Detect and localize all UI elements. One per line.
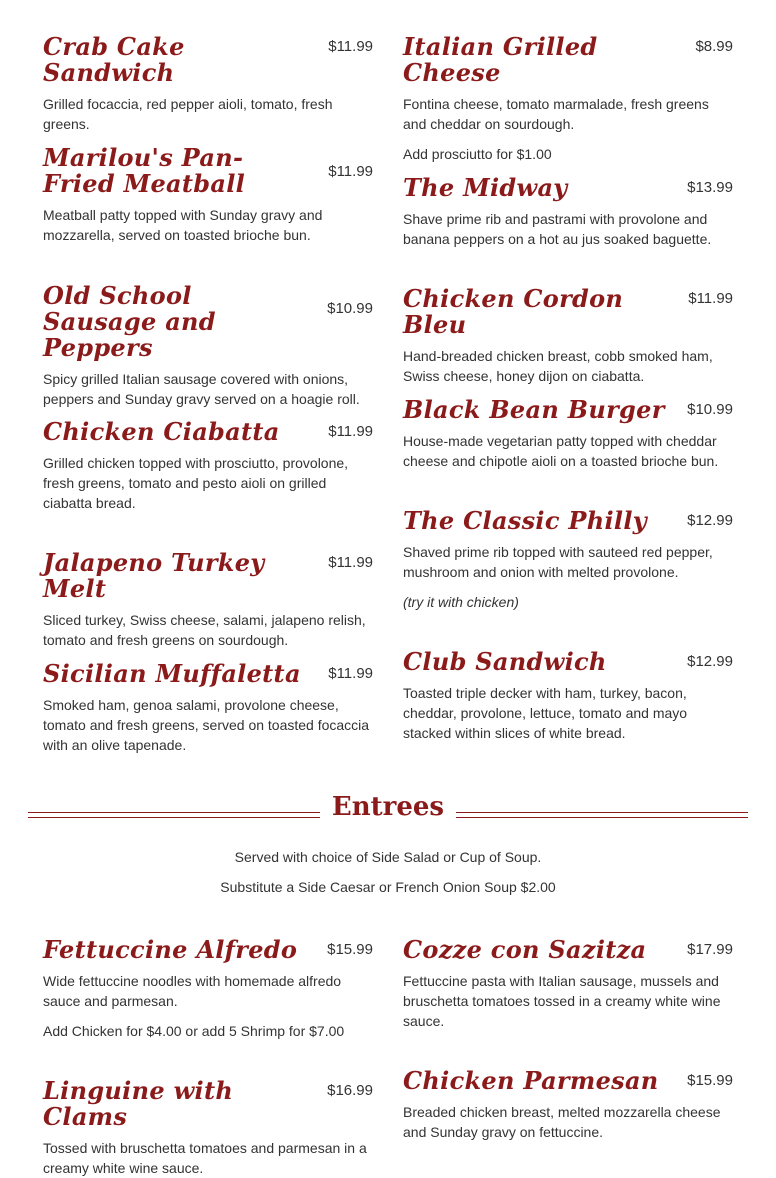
entrees-substitute-note: Substitute a Side Caesar or French Onion Soup $2.00	[220, 879, 556, 895]
item-name: The Classic Philly	[403, 506, 648, 535]
menu-item	[43, 419, 373, 513]
item-price: $11.99	[328, 554, 373, 571]
item-price: $11.99	[328, 665, 373, 682]
menu-item	[43, 283, 373, 409]
item-price: $8.99	[695, 38, 733, 55]
item-description: Toasted triple decker with ham, turkey, bacon, cheddar, provolone, lettuce, tomato and mayo stacked within slices of white bread.	[403, 685, 688, 741]
menu-item	[43, 1078, 373, 1178]
item-price: $12.99	[687, 512, 733, 529]
item-description: House-made vegetarian patty topped with cheddar cheese and chipotle aioli on a toasted brioche bun.	[403, 433, 719, 469]
item-description: Fontina cheese, tomato marmalade, fresh greens and cheddar on sourdough.	[403, 96, 709, 132]
item-name: Italian Grilled Cheese	[403, 32, 598, 87]
item-description: Sliced turkey, Swiss cheese, salami, jalapeno relish, tomato and fresh greens on sourdough.	[43, 612, 366, 648]
section-title: Entrees	[331, 792, 445, 822]
item-price: $11.99	[328, 423, 373, 440]
divider-line-right	[456, 812, 748, 818]
item-description: Spicy grilled Italian sausage covered with onions, peppers and Sunday gravy served on a hoagie roll.	[43, 371, 360, 407]
item-description: Wide fettuccine noodles with homemade alfredo sauce and parmesan.	[43, 973, 342, 1009]
menu-item	[43, 34, 373, 134]
item-name: Jalapeno Turkey Melt	[43, 548, 265, 603]
item-name: Club Sandwich	[403, 647, 607, 676]
item-description: Fettuccine pasta with Italian sausage, mussels and bruschetta tomatoes tossed in a creamy white wine sauce.	[403, 973, 721, 1029]
item-description: Meatball patty topped with Sunday gravy and mozzarella, served on toasted brioche bun.	[43, 207, 323, 243]
item-price: $10.99	[687, 401, 733, 418]
item-description: Shave prime rib and pastrami with provolone and banana peppers on a hot au jus soaked baguette.	[403, 211, 712, 247]
menu-item	[403, 508, 733, 612]
item-description: Grilled chicken topped with prosciutto, provolone, fresh greens, tomato and pesto aioli on grilled ciabatta bread.	[43, 455, 349, 511]
item-addon-note: Add prosciutto for $1.00	[403, 146, 552, 162]
item-price: $16.99	[327, 1082, 373, 1099]
item-description: Hand-breaded chicken breast, cobb smoked ham, Swiss cheese, honey dijon on ciabatta.	[403, 348, 713, 384]
item-price: $10.99	[327, 300, 373, 317]
item-name: Chicken Ciabatta	[43, 417, 280, 446]
menu-item	[43, 145, 373, 245]
menu-item	[403, 937, 733, 1031]
item-name: Chicken Cordon Bleu	[403, 284, 624, 339]
item-description: Shaved prime rib topped with sauteed red pepper, mushroom and onion with melted provolone.	[403, 544, 713, 580]
menu-item	[403, 34, 733, 164]
item-description: Breaded chicken breast, melted mozzarella cheese and Sunday gravy on fettuccine.	[403, 1104, 721, 1140]
menu-item	[403, 286, 733, 386]
item-price: $11.99	[328, 38, 373, 55]
item-description: Tossed with bruschetta tomatoes and parmesan in a creamy white wine sauce.	[43, 1140, 367, 1176]
item-name: Crab Cake Sandwich	[43, 32, 185, 87]
divider-line-left	[28, 812, 320, 818]
item-name: The Midway	[403, 173, 568, 202]
item-name: Black Bean Burger	[403, 395, 665, 424]
menu-item	[403, 649, 733, 743]
menu-item	[43, 937, 373, 1041]
item-name: Old School Sausage and Peppers	[43, 281, 216, 362]
item-name: Chicken Parmesan	[403, 1066, 659, 1095]
menu-item	[403, 1068, 733, 1142]
item-description: Grilled focaccia, red pepper aioli, tomato, fresh greens.	[43, 96, 333, 132]
item-price: $12.99	[687, 653, 733, 670]
menu-item	[43, 661, 373, 755]
item-name: Cozze con Sazitza	[403, 935, 647, 964]
item-addon-note: Add Chicken for $4.00 or add 5 Shrimp for $7.00	[43, 1023, 345, 1039]
item-price: $11.99	[328, 163, 373, 180]
item-price: $15.99	[327, 941, 373, 958]
item-price: $17.99	[687, 941, 733, 958]
item-name: Marilou's Pan-Fried Meatball	[43, 143, 246, 198]
item-price: $13.99	[687, 179, 733, 196]
item-name: Sicilian Muffaletta	[43, 659, 301, 688]
menu-item	[403, 175, 733, 249]
item-suggestion-note: (try it with chicken)	[403, 594, 519, 610]
item-price: $11.99	[688, 290, 733, 307]
item-name: Linguine with Clams	[43, 1076, 234, 1131]
item-description: Smoked ham, genoa salami, provolone cheese, tomato and fresh greens, served on toasted focaccia with an olive tapenade.	[43, 697, 370, 753]
item-price: $15.99	[687, 1072, 733, 1089]
entrees-section-header	[28, 790, 748, 830]
entrees-notes	[0, 847, 776, 907]
entrees-side-note: Served with choice of Side Salad or Cup of Soup.	[234, 849, 542, 865]
item-name: Fettuccine Alfredo	[43, 935, 298, 964]
menu-item	[43, 550, 373, 650]
menu-item	[403, 397, 733, 471]
